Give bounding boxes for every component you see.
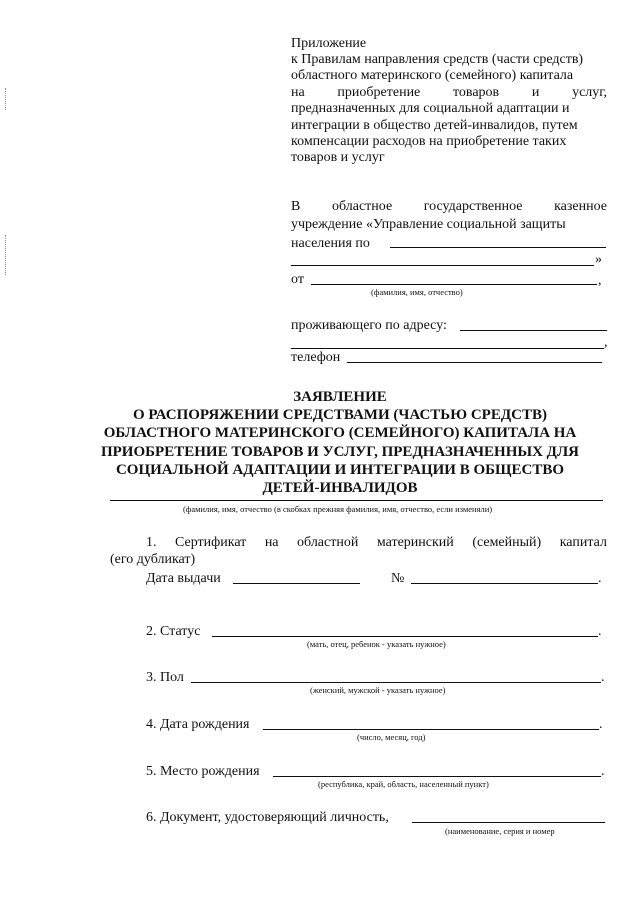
number-label: № bbox=[391, 571, 405, 586]
certificate-word: капитал bbox=[559, 535, 607, 550]
from-comma: , bbox=[598, 273, 602, 288]
id-document-caption: (наименование, серия и номер bbox=[445, 826, 555, 836]
issue-date-field[interactable] bbox=[233, 583, 360, 584]
gender-caption: (женский, мужской - указать нужное) bbox=[310, 685, 446, 695]
status-label: 2. Статус bbox=[146, 624, 201, 639]
appendix-word: компенсации расходов на приобретение таких bbox=[291, 134, 567, 149]
addressee-line-1 bbox=[291, 199, 607, 215]
addressee-word: казенное bbox=[554, 199, 607, 214]
applicant-full-name-field[interactable] bbox=[110, 500, 603, 501]
id-document-field[interactable] bbox=[412, 822, 605, 823]
certificate-word: Сертификат bbox=[175, 535, 247, 550]
addressee-line-3: населения по bbox=[291, 236, 370, 251]
addressee-word: государственное bbox=[423, 199, 523, 214]
gender-field[interactable] bbox=[191, 682, 601, 683]
appendix-word: к Правилам направления средств (части средств) bbox=[291, 52, 584, 67]
heading-line: ПРИОБРЕТЕНИЕ ТОВАРОВ И УСЛУГ, ПРЕДНАЗНАЧЕННЫХ ДЛЯ bbox=[100, 443, 580, 460]
birth-date-field[interactable] bbox=[263, 729, 599, 730]
scan-mark bbox=[5, 235, 7, 275]
appendix-title: Приложение bbox=[291, 36, 367, 51]
heading-line: СОЦИАЛЬНОЙ АДАПТАЦИИ И ИНТЕГРАЦИИ В ОБЩЕСТВО bbox=[115, 461, 565, 478]
period: . bbox=[598, 571, 602, 586]
gender-label: 3. Пол bbox=[146, 670, 184, 685]
birth-date-caption: (число, месяц, год) bbox=[357, 732, 426, 742]
heading-line: О РАСПОРЯЖЕНИИ СРЕДСТВАМИ (ЧАСТЬЮ СРЕДСТВ) bbox=[132, 407, 548, 424]
certificate-item-line-1 bbox=[146, 535, 607, 551]
address-field-cont[interactable] bbox=[291, 348, 604, 349]
heading-line: ОБЛАСТНОГО МАТЕРИНСКОГО (СЕМЕЙНОГО) КАПИТАЛА НА bbox=[103, 425, 577, 442]
addressee-word: областное bbox=[331, 199, 393, 214]
certificate-item-line-2: (его дубликат) bbox=[110, 552, 196, 567]
address-field[interactable] bbox=[460, 330, 607, 331]
certificate-word: 1. bbox=[146, 535, 157, 550]
issue-date-label: Дата выдачи bbox=[146, 571, 221, 586]
full-name-caption: (фамилия, имя, отчество (в скобках прежняя фамилия, имя, отчество, если изменяли) bbox=[183, 504, 493, 514]
id-document-label: 6. Документ, удостоверяющий личность, bbox=[146, 810, 389, 825]
from-caption: (фамилия, имя, отчество) bbox=[371, 287, 463, 297]
scan-mark bbox=[5, 88, 7, 110]
quote-close: » bbox=[595, 252, 602, 267]
appendix-line bbox=[291, 68, 573, 84]
heading-title: ЗАЯВЛЕНИЕ bbox=[293, 389, 387, 405]
birth-place-label: 5. Место рождения bbox=[146, 764, 260, 779]
addressee-line-2: учреждение «Управление социальной защиты bbox=[291, 217, 566, 232]
appendix-word: товаров и услуг bbox=[291, 150, 385, 166]
address-comma: , bbox=[604, 335, 608, 350]
appendix-line bbox=[291, 101, 569, 117]
certificate-number-field[interactable] bbox=[411, 583, 598, 584]
appendix-word: интеграции в общество детей-инвалидов, путем bbox=[291, 117, 578, 133]
heading-line: ДЕТЕЙ-ИНВАЛИДОВ bbox=[262, 480, 418, 496]
period: . bbox=[601, 670, 605, 685]
appendix-word: областного материнского (семейного) капитала bbox=[291, 68, 574, 84]
period: . bbox=[599, 717, 603, 732]
phone-label: телефон bbox=[291, 350, 341, 365]
birth-date-label: 4. Дата рождения bbox=[146, 717, 250, 732]
applicant-name-field[interactable] bbox=[311, 284, 597, 285]
status-field[interactable] bbox=[212, 636, 598, 637]
addressee-word: В bbox=[291, 199, 301, 214]
appendix-line bbox=[291, 150, 385, 166]
birth-place-caption: (республика, край, область, населенный пункт) bbox=[318, 779, 489, 789]
appendix-line bbox=[291, 134, 566, 150]
certificate-word: материнский bbox=[376, 535, 454, 550]
appendix-word: товаров bbox=[452, 84, 500, 100]
appendix-word: предназначенных для социальной адаптации и bbox=[291, 101, 570, 117]
appendix-word: и bbox=[531, 84, 540, 100]
status-caption: (мать, отец, ребенок - указать нужное) bbox=[307, 639, 446, 649]
period: . bbox=[598, 624, 602, 639]
certificate-word: (семейный) bbox=[472, 535, 542, 550]
certificate-word: на bbox=[264, 535, 279, 550]
appendix-word: услуг, bbox=[572, 84, 607, 100]
certificate-word: областной bbox=[297, 535, 359, 550]
birth-place-field[interactable] bbox=[273, 776, 601, 777]
period: . bbox=[601, 764, 605, 779]
agency-name-field[interactable] bbox=[390, 247, 606, 248]
appendix-line bbox=[291, 85, 607, 101]
appendix-line bbox=[291, 52, 583, 68]
appendix-line bbox=[291, 118, 578, 134]
appendix-word: на bbox=[291, 84, 305, 100]
phone-field[interactable] bbox=[347, 362, 602, 363]
appendix-word: приобретение bbox=[337, 84, 421, 100]
from-label: от bbox=[291, 272, 304, 287]
agency-name-field-cont[interactable] bbox=[291, 265, 594, 266]
address-label: проживающего по адресу: bbox=[291, 318, 447, 333]
